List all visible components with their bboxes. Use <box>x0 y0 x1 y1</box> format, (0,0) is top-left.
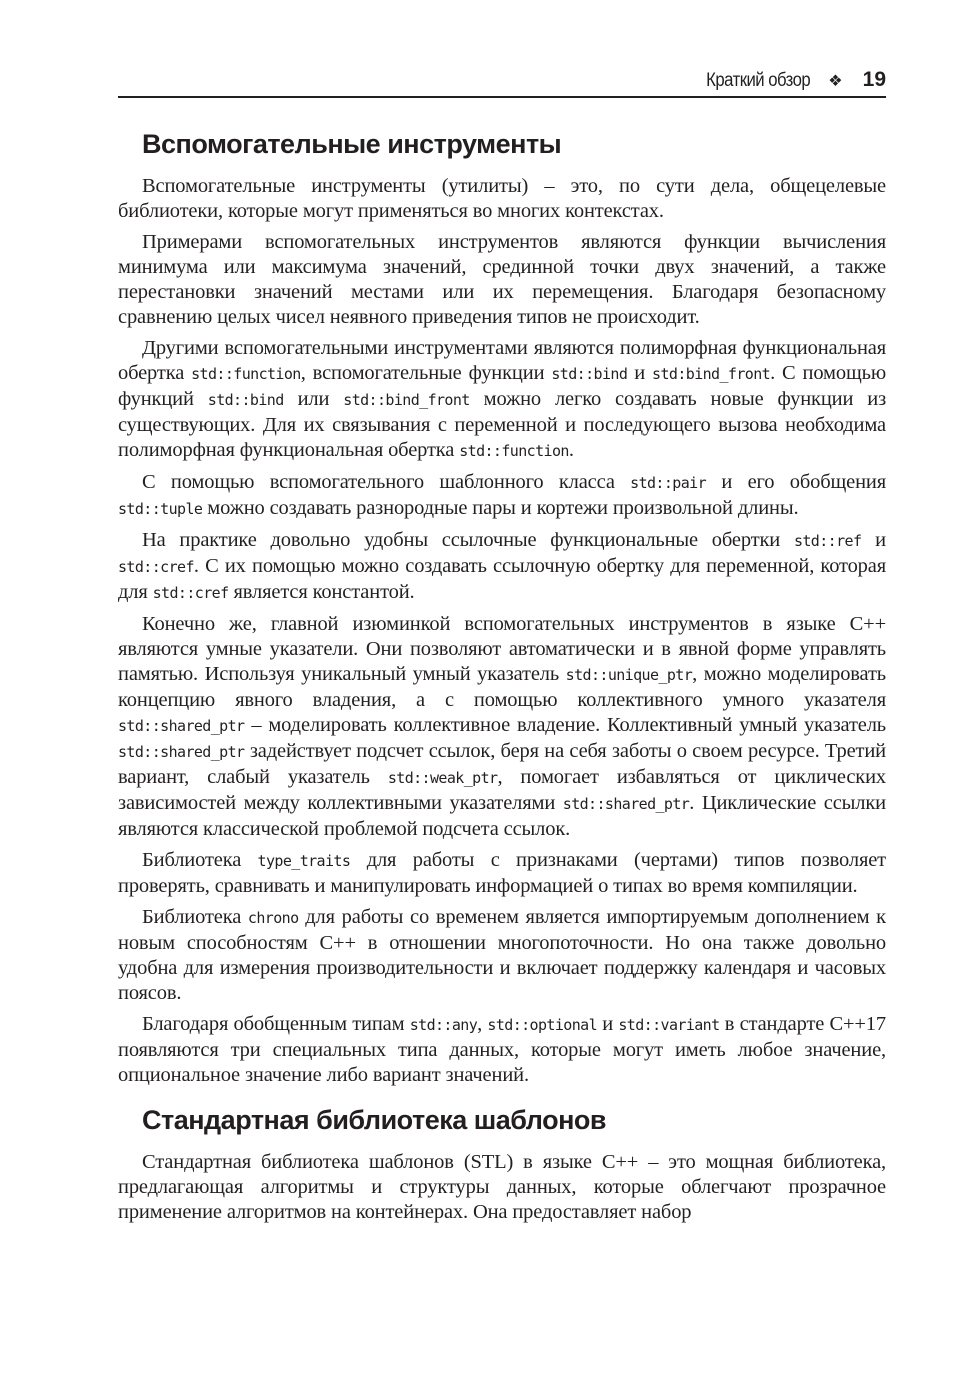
text-run: можно легко создавать новые функции из существующих. Для их связывания с переменной и последующего вызова необходима полиморфная функциональная обертка <box>118 388 887 461</box>
text-run: и <box>627 362 653 384</box>
paragraph <box>118 336 886 464</box>
text-run: или <box>283 388 344 410</box>
text-run: , вспомогательные функции <box>300 362 552 384</box>
text-run: . Циклические ссылки являются классической проблемой подсчета ссылок. <box>118 792 886 840</box>
inline-code: std::shared_ptr <box>118 717 245 735</box>
inline-code: std::variant <box>618 1016 720 1034</box>
inline-code: type_traits <box>257 852 351 870</box>
text-run: , <box>477 1013 488 1035</box>
inline-code: std::function <box>191 365 301 383</box>
text-run: – моделировать коллективное владение. Коллективный умный указатель <box>244 714 886 736</box>
text-run: Другими вспомогательными инструментами являются полиморфная функциональная обертка <box>118 337 886 384</box>
inline-code: std::optional <box>487 1016 598 1034</box>
section-heading-stl: Стандартная библиотека шаблонов <box>142 1105 606 1135</box>
text-run: Конечно же, главной изюминкой вспомогательных инструментов в языке C++ являются умные указатели. Они позволяют автоматически и в явной форме управлять памятью. Используя уникальный умный указатель <box>118 613 886 685</box>
inline-code: std::shared_ptr <box>118 743 245 761</box>
text-run: и его обобщения <box>706 471 886 493</box>
paragraph <box>118 470 886 522</box>
text-run: С помощью вспомогательного шаблонного класса <box>142 471 631 493</box>
text-run: Библиотека <box>142 849 258 871</box>
page-number: 19 <box>862 68 886 91</box>
inline-code: std::cref <box>118 558 194 576</box>
inline-code: std::tuple <box>118 500 203 518</box>
diamond-ornament-icon: ❖ <box>828 73 843 90</box>
text-run: для работы со временем является импортируемым дополнением к новым способностям C++ в отношении многопоточности. Но она также довольно удобна для измерения производительности и включает поддержку календаря и часовых поясов. <box>118 906 886 1004</box>
text-run: На практике довольно удобны ссылочные функциональные обертки <box>142 529 794 551</box>
text-run: и <box>597 1013 619 1035</box>
paragraph <box>118 230 886 330</box>
section-utilities-body <box>118 174 886 1088</box>
running-title: Краткий обзор <box>706 70 811 91</box>
paragraph <box>118 1150 886 1225</box>
header-right <box>692 68 886 92</box>
text-run: , помогает избавляться от циклических зависимостей между коллективными указателями <box>118 766 886 814</box>
inline-code: std::any <box>409 1016 478 1034</box>
text-run: задействует подсчет ссылок, беря на себя заботы о своем ресурсе. Третий вариант, слабый указатель <box>118 740 886 788</box>
text-run: Примерами вспомогательных инструментов являются функции вычисления минимума или максимума значений, срединной точки двух значений, а также перестановки значений местами или их перемещения. Благодаря безопасному сравнению целых чисел неявного приведения типов не происходит. <box>118 231 886 328</box>
paragraph <box>118 848 886 899</box>
inline-code: std::unique_ptr <box>565 666 693 684</box>
inline-code: std::ref <box>793 532 862 550</box>
text-run: . С помощью функций <box>118 362 886 410</box>
inline-code: std::bind_front <box>343 391 470 409</box>
paragraph <box>118 905 886 1006</box>
section-heading-utilities: Вспомогательные инструменты <box>142 129 562 159</box>
text-run: . <box>568 439 574 461</box>
text-run: . С их помощью можно создавать ссылочную обертку для переменной, которая для <box>118 555 886 603</box>
inline-code: std::cref <box>152 584 229 602</box>
section-stl-body <box>118 1150 886 1225</box>
paragraph <box>118 1012 886 1088</box>
running-header <box>118 66 886 98</box>
text-run: и <box>861 529 887 551</box>
paragraph <box>118 174 886 224</box>
text-run: Библиотека <box>142 906 248 928</box>
inline-code: std::bind <box>207 391 284 409</box>
text-run: Благодаря обобщенным типам <box>142 1013 410 1035</box>
paragraph <box>118 528 886 606</box>
text-run: в стандарте C++17 появляются три специальных типа данных, которые могут иметь любое значение, опциональное значение либо вариант значений. <box>118 1013 887 1086</box>
inline-code: std:bind_front <box>652 365 771 383</box>
inline-code: std::bind <box>551 365 628 383</box>
inline-code: std::function <box>459 442 569 460</box>
paragraph <box>118 612 886 842</box>
text-run: Вспомогательные инструменты (утилиты) – это, по сути дела, общецелевые библиотеки, которые могут применяться во многих контекстах. <box>118 175 886 222</box>
inline-code: chrono <box>247 909 299 927</box>
text-run: является константой. <box>228 581 415 603</box>
text-run: Стандартная библиотека шаблонов (STL) в языке C++ – это мощная библиотека, предлагающая алгоритмы и структуры данных, которые облегчают прозрачное применение алгоритмов на контейнерах. Она предоставляет набор <box>118 1151 886 1223</box>
inline-code: std::pair <box>630 474 707 492</box>
page-body <box>118 124 886 1231</box>
inline-code: std::weak_ptr <box>387 769 498 787</box>
inline-code: std::shared_ptr <box>562 795 690 813</box>
text-run: для работы с признаками (чертами) типов позволяет проверять, сравнивать и манипулировать информацией о типах во время компиляции. <box>118 849 886 897</box>
text-run: можно создавать разнородные пары и кортежи произвольной длины. <box>202 497 799 519</box>
text-run: , можно моделировать концепцию явного владения, а с помощью коллективного умного указателя <box>118 663 886 711</box>
